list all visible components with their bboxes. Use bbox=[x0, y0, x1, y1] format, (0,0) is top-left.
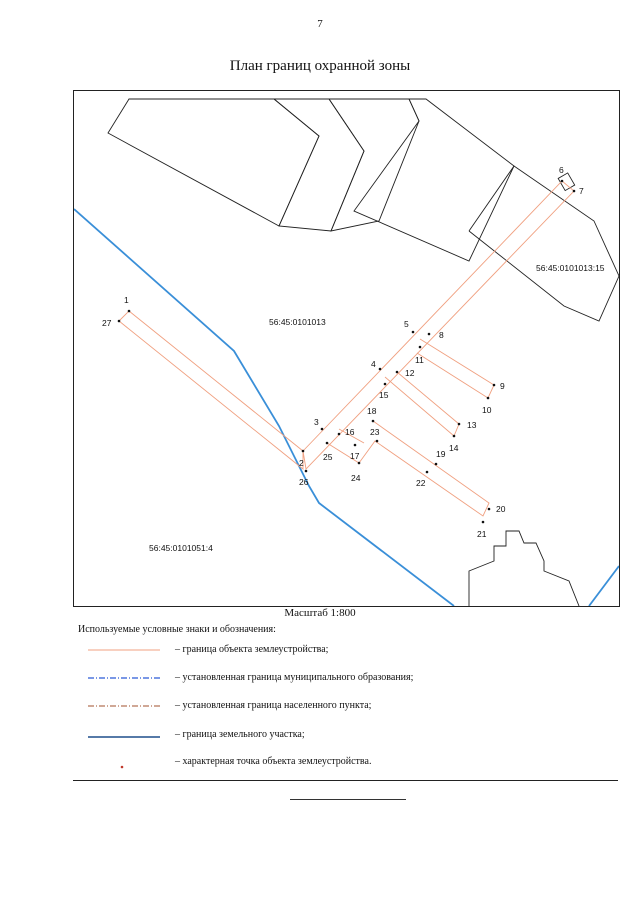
legend-item-label: – характерная точка объекта землеустройства. bbox=[175, 756, 372, 767]
point-label-24: 24 bbox=[351, 473, 361, 483]
building-outline-4 bbox=[354, 99, 514, 261]
point-8 bbox=[428, 333, 431, 336]
point-label-20: 20 bbox=[496, 504, 506, 514]
point-label-9: 9 bbox=[500, 381, 505, 391]
point-18 bbox=[372, 420, 375, 423]
building-outline-5 bbox=[469, 531, 579, 606]
point-13 bbox=[458, 423, 461, 426]
building-outline-2 bbox=[274, 99, 364, 231]
point-4 bbox=[379, 368, 382, 371]
parcel-4-label: 56:45:0101051:4 bbox=[149, 543, 213, 553]
point-21 bbox=[482, 521, 485, 524]
point-9 bbox=[493, 384, 496, 387]
parcel-boundary-swatch bbox=[88, 729, 160, 743]
characteristic-point-swatch bbox=[88, 756, 160, 770]
building-outline-6 bbox=[558, 173, 575, 191]
point-label-21: 21 bbox=[477, 529, 487, 539]
object-strip-27-1-2-26 bbox=[119, 311, 303, 469]
point-1 bbox=[128, 310, 131, 313]
point-26 bbox=[305, 470, 308, 473]
point-16 bbox=[338, 433, 341, 436]
point-11 bbox=[419, 346, 422, 349]
point-27 bbox=[118, 320, 121, 323]
point-label-5: 5 bbox=[404, 319, 409, 329]
point-19 bbox=[435, 463, 438, 466]
point-label-19: 19 bbox=[436, 449, 446, 459]
object-branch-12-13-14-15 bbox=[385, 372, 459, 436]
map-scale: Масштаб 1:800 bbox=[284, 607, 356, 619]
point-label-13: 13 bbox=[467, 420, 477, 430]
object-main-corridor bbox=[303, 181, 574, 469]
point-label-22: 22 bbox=[416, 478, 426, 488]
point-2 bbox=[302, 450, 305, 453]
legend-bottom-rule bbox=[73, 780, 618, 781]
page-title: План границ охранной зоны bbox=[229, 58, 411, 74]
point-7 bbox=[573, 190, 576, 193]
object-branch-8-9-10-11 bbox=[417, 339, 494, 398]
point-label-4: 4 bbox=[371, 359, 376, 369]
legend-item-label: – установленная граница муниципального образования; bbox=[175, 672, 414, 683]
point-label-1: 1 bbox=[124, 295, 129, 305]
municipal-boundary-swatch bbox=[88, 672, 160, 686]
point-6 bbox=[561, 180, 564, 183]
legend-item-label: – граница объекта землеустройства; bbox=[175, 644, 329, 655]
point-label-7: 7 bbox=[579, 186, 584, 196]
point-3 bbox=[321, 428, 324, 431]
point-label-18: 18 bbox=[367, 406, 377, 416]
point-label-8: 8 bbox=[439, 330, 444, 340]
point-label-11: 11 bbox=[415, 355, 424, 365]
legend-title: Используемые условные знаки и обозначения: bbox=[78, 624, 276, 635]
point-label-23: 23 bbox=[370, 427, 380, 437]
parcel-15-outline bbox=[469, 166, 619, 276]
point-10 bbox=[487, 397, 490, 400]
quarter-label: 56:45:0101013 bbox=[269, 317, 326, 327]
point-14 bbox=[453, 435, 456, 438]
point-label-25: 25 bbox=[323, 452, 333, 462]
point-23 bbox=[376, 440, 379, 443]
point-22 bbox=[426, 471, 429, 474]
point-20 bbox=[488, 508, 491, 511]
object-boundary-swatch bbox=[88, 644, 160, 658]
point-12 bbox=[396, 371, 399, 374]
point-25 bbox=[326, 442, 329, 445]
point-label-27: 27 bbox=[102, 318, 112, 328]
legend-item-label: – граница земельного участка; bbox=[175, 729, 305, 740]
point-24 bbox=[358, 462, 361, 465]
point-17 bbox=[354, 444, 357, 447]
characteristic-points bbox=[118, 180, 576, 524]
point-label-3: 3 bbox=[314, 417, 319, 427]
legend-item-label: – установленная граница населенного пункта; bbox=[175, 700, 372, 711]
point-5 bbox=[412, 331, 415, 334]
settlement-boundary-swatch bbox=[88, 700, 160, 714]
object-boundary bbox=[119, 181, 574, 516]
boundary-map bbox=[74, 91, 619, 606]
parcel-boundary-line-2 bbox=[589, 566, 619, 606]
point-label-2: 2 bbox=[299, 458, 304, 468]
point-label-14: 14 bbox=[449, 443, 459, 453]
point-15 bbox=[384, 383, 387, 386]
point-label-15: 15 bbox=[379, 390, 389, 400]
point-label-12: 12 bbox=[405, 368, 415, 378]
point-label-26: 26 bbox=[299, 477, 309, 487]
point-label-6: 6 bbox=[559, 165, 564, 175]
point-label-10: 10 bbox=[482, 405, 492, 415]
parcel-boundary-line-1 bbox=[74, 209, 454, 606]
building-outline-3 bbox=[329, 99, 419, 231]
point-label-17: 17 bbox=[350, 451, 360, 461]
signature-line bbox=[290, 799, 406, 800]
page-number: 7 bbox=[317, 18, 323, 30]
parcel-15-label: 56:45:0101013:15 bbox=[536, 263, 605, 273]
map-frame bbox=[73, 90, 620, 607]
building-outlines bbox=[108, 99, 619, 606]
point-label-16: 16 bbox=[345, 427, 355, 437]
